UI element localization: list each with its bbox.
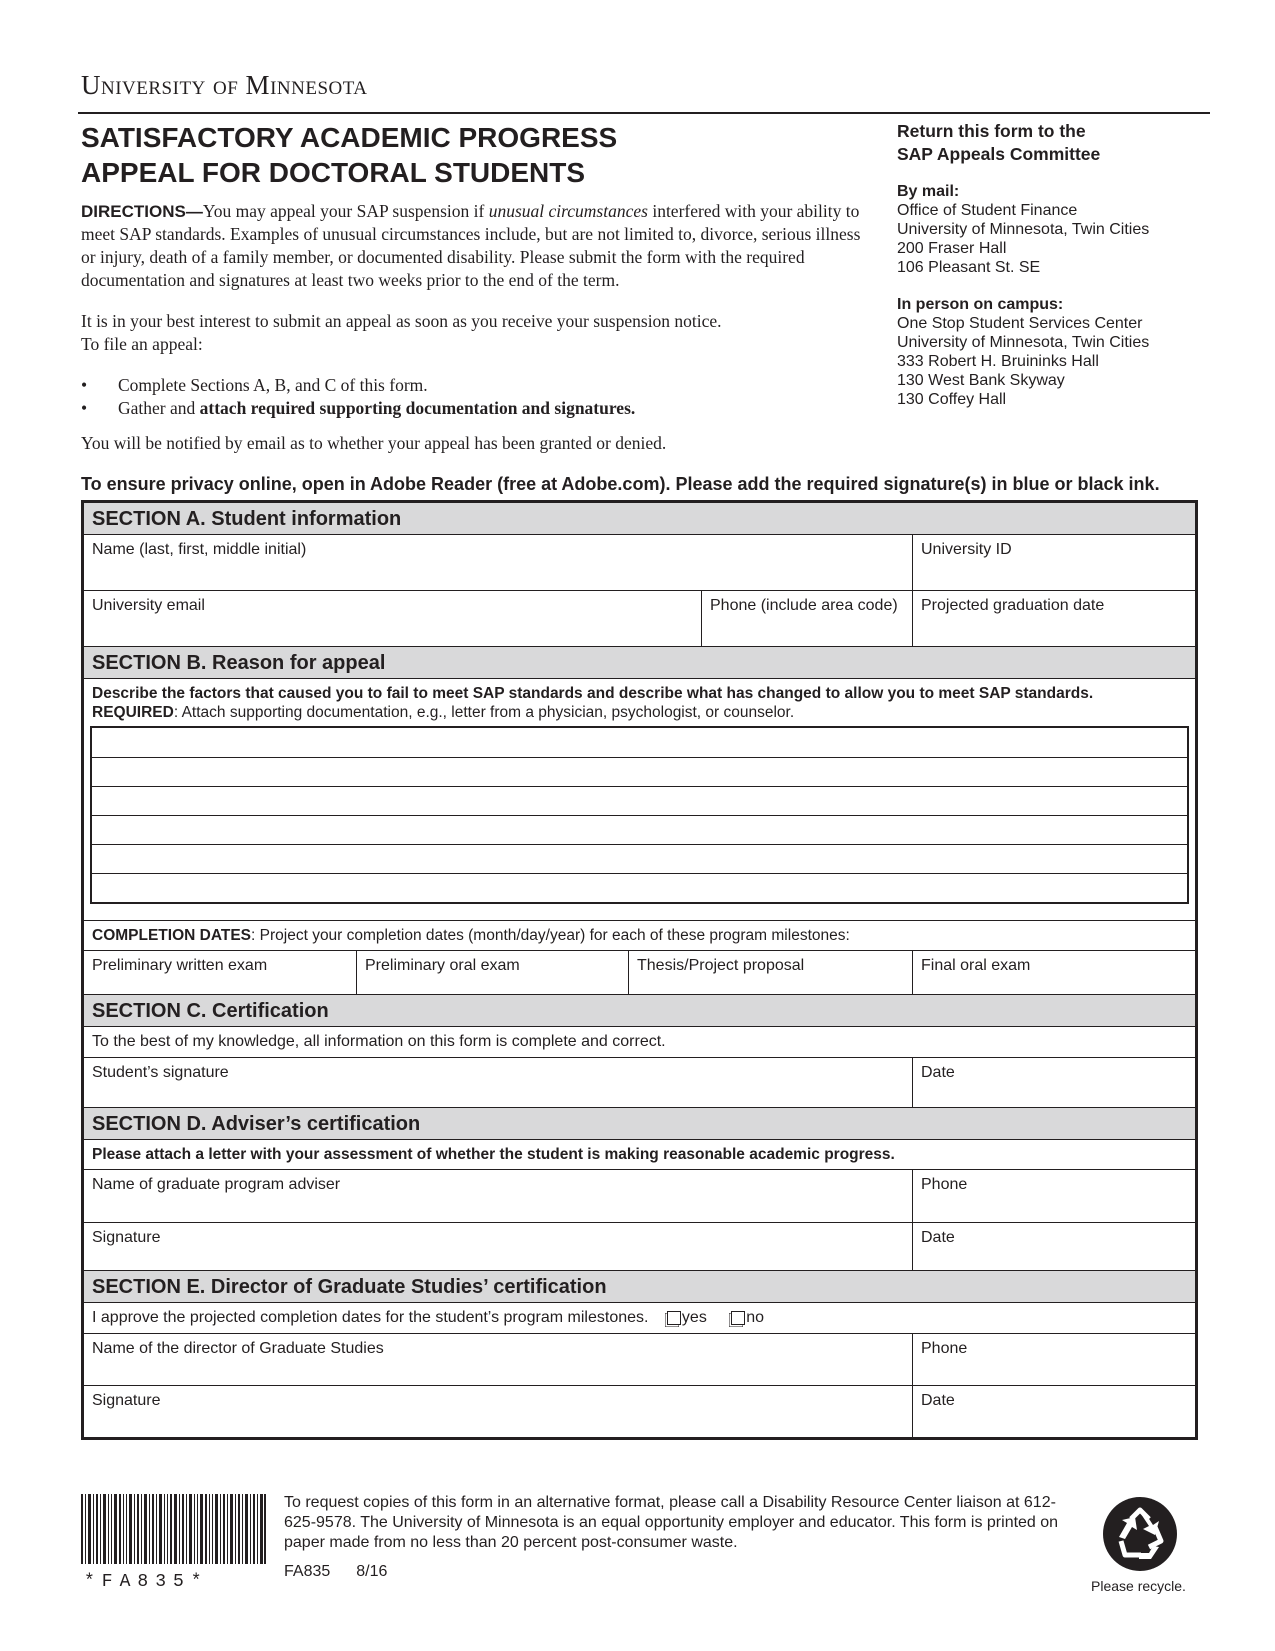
adviser-note: Please attach a letter with your assessment of whether the student is making reasonable academic progress. — [92, 1146, 895, 1163]
form-row — [84, 1057, 1195, 1107]
address-line: University of Minnesota, Twin Cities — [897, 334, 1150, 351]
section-e-header-row — [84, 1270, 1195, 1302]
section-c-title: SECTION C. Certification — [84, 995, 1195, 1026]
director-name-field[interactable] — [84, 1334, 912, 1385]
field-label: Signature — [92, 1229, 161, 1246]
field-label: Preliminary written exam — [92, 957, 268, 974]
field-label: University ID — [921, 541, 1012, 558]
section-c-header-row — [84, 994, 1195, 1026]
accessibility-notice: To request copies of this form in an alternative format, please call a Disability Resource Center liaison at 612-625-9578. The University of Minnesota is an equal opportunity employer and educator. This form is printed on paper made from no less than 20 percent post-consumer waste. — [284, 1494, 1059, 1551]
interest-line-1: It is in your best interest to submit an appeal as soon as you receive your suspension notice. — [81, 311, 722, 331]
title-line-2: APPEAL FOR DOCTORAL STUDENTS — [81, 157, 586, 188]
field-label: Final oral exam — [921, 957, 1031, 974]
appeal-form — [81, 500, 1198, 1440]
address-line: 106 Pleasant St. SE — [897, 259, 1041, 276]
return-title-line-2: SAP Appeals Committee — [897, 144, 1101, 164]
milestone-written-exam-field[interactable] — [84, 951, 356, 994]
recycle-caption: Please recycle. — [1091, 1578, 1186, 1594]
section-a-title: SECTION A. Student information — [84, 503, 1195, 534]
field-label: Student’s signature — [92, 1064, 229, 1081]
bullet-1-text: Complete Sections A, B, and C of this form. — [118, 375, 428, 395]
address-line: 333 Robert H. Bruininks Hall — [897, 353, 1099, 370]
recycle-icon — [1103, 1497, 1177, 1571]
form-title — [81, 120, 617, 190]
completion-dates-row — [84, 920, 1195, 950]
in-person-heading: In person on campus: — [897, 296, 1064, 313]
section-d-title: SECTION D. Adviser’s certification — [84, 1108, 1195, 1139]
privacy-notice: To ensure privacy online, open in Adobe Reader (free at Adobe.com). Please add the required signature(s) in blue or black ink. — [81, 474, 1160, 494]
yes-option[interactable] — [667, 1309, 707, 1326]
address-line: Office of Student Finance — [897, 202, 1078, 219]
form-row — [84, 534, 1195, 590]
completion-detail: : Project your completion dates (month/day/year) for each of these program milestones: — [251, 927, 850, 944]
required-detail: : Attach supporting documentation, e.g., letter from a physician, psychologist, or counselor. — [173, 704, 795, 721]
barcode-text: *FA835* — [84, 1572, 209, 1592]
directions-italic: unusual circumstances — [488, 201, 648, 221]
no-checkbox[interactable] — [731, 1311, 745, 1325]
name-field[interactable] — [84, 535, 912, 590]
field-label: Name (last, first, middle initial) — [92, 541, 307, 558]
university-wordmark: University of Minnesota — [81, 70, 368, 100]
graduation-date-field[interactable] — [912, 591, 1195, 646]
form-row — [84, 1222, 1195, 1270]
directions-block — [81, 200, 861, 473]
university-id-field[interactable] — [912, 535, 1195, 590]
bullet-2-bold: attach required supporting documentation and signatures. — [199, 398, 636, 418]
by-mail-address — [897, 182, 1197, 277]
header-rule — [78, 112, 1210, 114]
directions-lead: DIRECTIONS— — [81, 202, 203, 221]
field-label: Name of graduate program adviser — [92, 1176, 341, 1193]
yes-label: yes — [681, 1309, 707, 1326]
milestone-final-oral-field[interactable] — [912, 951, 1195, 994]
field-label: Date — [921, 1392, 955, 1409]
form-row — [84, 1302, 1195, 1333]
field-label: University email — [92, 597, 205, 614]
in-person-address — [897, 295, 1197, 409]
completion-dates-instructions — [84, 921, 1195, 950]
text-line — [92, 757, 1187, 786]
adviser-signature-field[interactable] — [84, 1223, 912, 1270]
directions-text-1: You may appeal your SAP suspension if — [202, 201, 489, 221]
director-phone-field[interactable] — [912, 1334, 1195, 1385]
milestones-row — [84, 950, 1195, 994]
director-signature-field[interactable] — [84, 1386, 912, 1437]
milestone-proposal-field[interactable] — [628, 951, 912, 994]
reason-lines-wrapper — [84, 726, 1195, 920]
section-a-header-row — [84, 503, 1195, 534]
adviser-date-field[interactable] — [912, 1223, 1195, 1270]
section-b-title: SECTION B. Reason for appeal — [84, 647, 1195, 678]
milestone-oral-exam-field[interactable] — [356, 951, 628, 994]
form-code — [284, 1563, 387, 1581]
text-line — [92, 728, 1187, 757]
approval-text: I approve the projected completion dates for the student’s program milestones. — [92, 1309, 649, 1326]
address-line: 200 Fraser Hall — [897, 240, 1007, 257]
certification-statement: To the best of my knowledge, all information on this form is complete and correct. — [92, 1033, 666, 1050]
steps-list — [81, 374, 861, 420]
notify-text: You will be notified by email as to whether your appeal has been granted or denied. — [81, 433, 667, 453]
no-option[interactable] — [731, 1309, 764, 1326]
email-field[interactable] — [84, 591, 701, 646]
form-row — [84, 590, 1195, 646]
directions-text-2: interfered with your ability to meet SAP standards. Examples of unusual circumstances include, but are not limited to, divorce, serious illness or injury, death of a family member, or documented disability. Please submit the form with the required documentation and signatures at least two weeks prior to the end of the term. — [81, 201, 861, 290]
field-label: Preliminary oral exam — [365, 957, 520, 974]
director-date-field[interactable] — [912, 1386, 1195, 1437]
completion-label: COMPLETION DATES — [92, 927, 252, 944]
field-label: Phone — [921, 1340, 968, 1357]
section-d-header-row — [84, 1107, 1195, 1139]
reason-row — [84, 678, 1195, 920]
barcode-icon — [81, 1494, 266, 1564]
form-revision-date: 8/16 — [356, 1563, 388, 1580]
field-label: Signature — [92, 1392, 161, 1409]
approval-row — [84, 1303, 1195, 1333]
reason-instructions — [84, 679, 1195, 726]
list-item — [81, 397, 861, 420]
form-number: FA835 — [284, 1563, 331, 1580]
reason-textarea[interactable] — [90, 726, 1189, 904]
text-line — [92, 844, 1187, 873]
bullet-2-text: Gather and — [118, 398, 200, 418]
field-label: Projected graduation date — [921, 597, 1105, 614]
no-label: no — [746, 1309, 765, 1326]
text-line — [92, 873, 1187, 902]
interest-line-2: To file an appeal: — [81, 334, 203, 354]
field-label: Phone — [921, 1176, 968, 1193]
required-text — [92, 703, 1187, 722]
text-line — [92, 786, 1187, 815]
reason-block — [84, 679, 1195, 920]
student-signature-field[interactable] — [84, 1058, 912, 1107]
form-row — [84, 1026, 1195, 1057]
section-e-title: SECTION E. Director of Graduate Studies’ certification — [84, 1271, 1195, 1302]
directions-paragraph — [81, 200, 861, 292]
text-line — [92, 815, 1187, 844]
interest-paragraph — [81, 310, 861, 356]
by-mail-heading: By mail: — [897, 183, 960, 200]
describe-text: Describe the factors that caused you to fail to meet SAP standards and describe what has changed to allow you to meet SAP standards. — [92, 685, 1094, 702]
title-line-1: SATISFACTORY ACADEMIC PROGRESS — [81, 122, 618, 153]
field-label: Name of the director of Graduate Studies — [92, 1340, 384, 1357]
phone-field[interactable] — [701, 591, 912, 646]
address-line: 130 West Bank Skyway — [897, 372, 1065, 389]
adviser-name-field[interactable] — [84, 1170, 912, 1222]
address-line: University of Minnesota, Twin Cities — [897, 221, 1150, 238]
form-row — [84, 1169, 1195, 1222]
list-item — [81, 374, 861, 397]
field-label: Date — [921, 1064, 955, 1081]
form-row — [84, 1333, 1195, 1385]
address-line: 130 Coffey Hall — [897, 391, 1007, 408]
field-label: Date — [921, 1229, 955, 1246]
student-date-field[interactable] — [912, 1058, 1195, 1107]
field-label: Thesis/Project proposal — [637, 957, 805, 974]
field-label: Phone (include area code) — [710, 597, 898, 614]
return-title-line-1: Return this form to the — [897, 121, 1086, 141]
return-instructions — [897, 120, 1197, 427]
yes-checkbox[interactable] — [667, 1311, 681, 1325]
section-b-header-row — [84, 646, 1195, 678]
form-row — [84, 1385, 1195, 1437]
required-label: REQUIRED — [92, 704, 174, 721]
address-line: One Stop Student Services Center — [897, 315, 1143, 332]
form-row — [84, 1139, 1195, 1169]
adviser-phone-field[interactable] — [912, 1170, 1195, 1222]
return-title — [897, 120, 1197, 166]
